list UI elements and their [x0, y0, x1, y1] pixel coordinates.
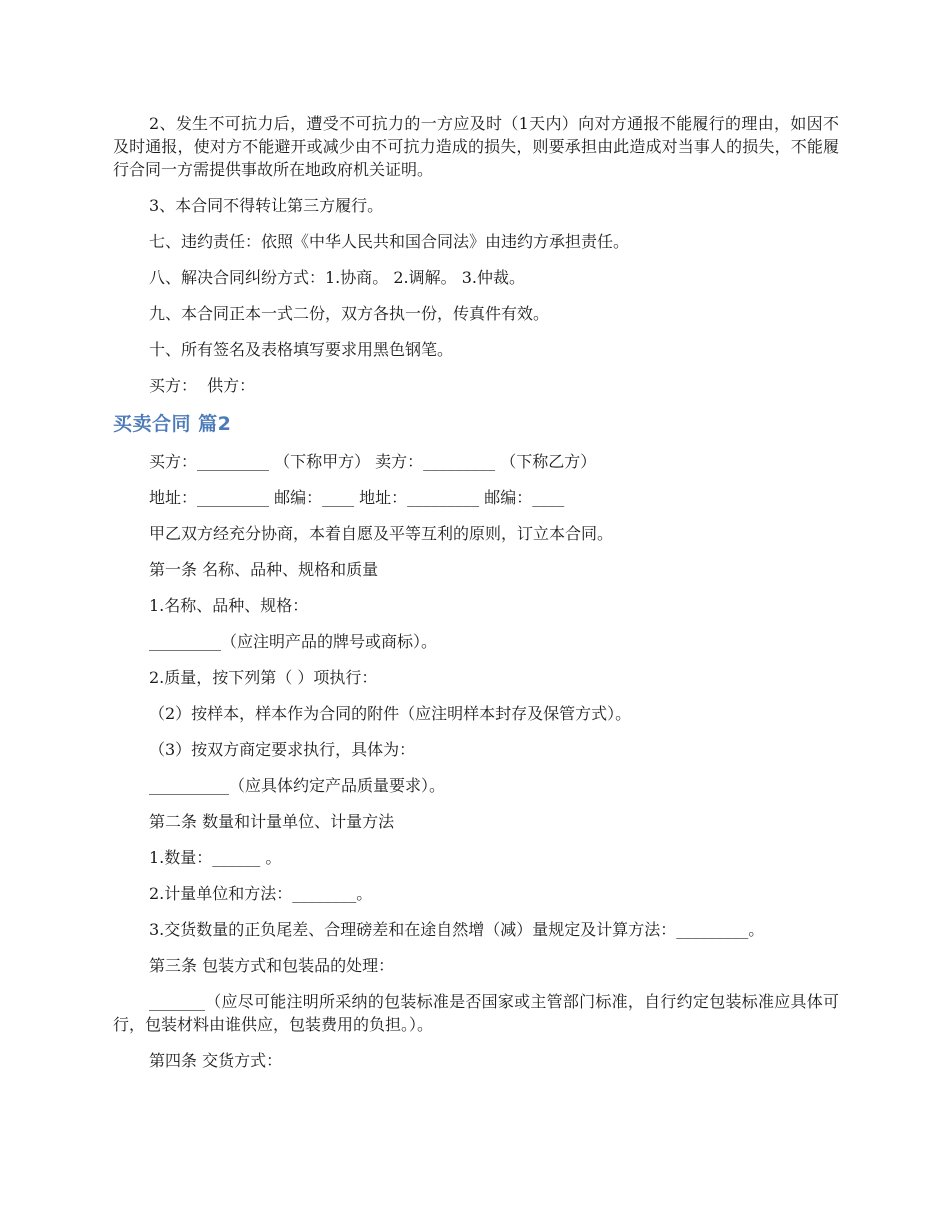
clause-signature-requirement: 十、所有签名及表格填写要求用黑色钢笔。 [149, 340, 454, 359]
address-line: 地址：_________ 邮编：____ 地址：_________ 邮编：____ [149, 488, 565, 507]
clause-dispute-resolution: 八、解决合同纠纷方式：1.协商。 2.调解。 3.仲裁。 [149, 268, 525, 287]
article-1-heading: 第一条 名称、品种、规格和质量 [149, 560, 379, 579]
document-body [113, 112, 839, 1072]
article-4-heading: 第四条 交货方式： [149, 1051, 283, 1070]
article-1-quality-blank: __________（应具体约定产品质量要求）。 [149, 776, 446, 795]
article-1-quality-agreed: （3）按双方商定要求执行，具体为： [149, 740, 416, 759]
article-3-heading: 第三条 包装方式和包装品的处理： [149, 956, 395, 975]
article-2-heading: 第二条 数量和计量单位、计量方法 [149, 812, 395, 831]
clause-no-transfer-3: 3、本合同不得转让第三方履行。 [149, 196, 384, 215]
article-1-name-blank: _________（应注明产品的牌号或商标）。 [149, 632, 438, 651]
article-1-quality: 2.质量，按下列第（ ）项执行： [149, 668, 378, 687]
clause-force-majeure-2: 2、发生不可抗力后，遭受不可抗力的一方应及时（1天内）向对方通报不能履行的理由，如因不及时通报，使对方不能避开或减少由不可抗力造成的损失，则要承担由此造成对当事人的损失，不能履行合同一方需提供事故所在地政府机关证明。 [113, 114, 839, 179]
article-2-quantity: 1.数量：______ 。 [149, 848, 282, 867]
article-1-name-spec: 1.名称、品种、规格： [149, 596, 309, 615]
clause-copies: 九、本合同正本一式二份，双方各执一份，传真件有效。 [149, 304, 550, 323]
buyer-seller-line: 买方：_________ （下称甲方） 卖方：_________ （下称乙方） [149, 452, 597, 471]
section-heading-contract-2: 买卖合同 篇2 [113, 413, 232, 435]
article-2-tolerance: 3.交货数量的正负尾差、合理磅差和在途自然增（减）量规定及计算方法：_________。 [149, 920, 765, 939]
article-1-quality-sample: （2）按样本，样本作为合同的附件（应注明样本封存及保管方式）。 [149, 704, 632, 723]
parties-signature-line: 买方： 供方： [149, 376, 256, 395]
clause-breach-liability: 七、违约责任：依照《中华人民共和国合同法》由违约方承担责任。 [149, 232, 630, 251]
contract-intro: 甲乙双方经充分协商，本着自愿及平等互利的原则，订立本合同。 [149, 524, 614, 543]
article-2-unit-method: 2.计量单位和方法：________。 [149, 884, 373, 903]
article-3-packaging-blank: _______（应尽可能注明所采纳的包装标准是否国家或主管部门标准，自行约定包装标准应具体可行，包装材料由谁供应，包装费用的负担。）。 [113, 992, 839, 1034]
